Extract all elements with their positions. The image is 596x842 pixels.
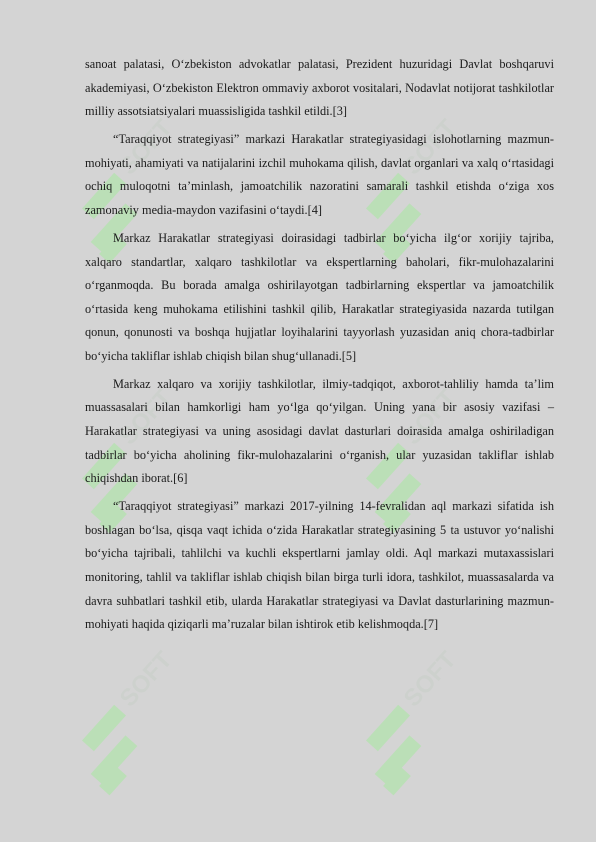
document-body [85, 53, 554, 641]
paragraph: Markaz Harakatlar strategiyasi doirasidagi tadbirlar bo‘yicha ilg‘or xorijiy tajriba, xalqaro standartlar, xalqaro tashkilotlar va ekspertlarning baholari, fikr-mulohazalarini o‘rganmoqda. Bu borada amalga oshirilayotgan tadbirlarning ekspertlar va jamoatchilik o‘rtasida keng muhokama etilishini tashkil qilib, Harakatlar strategiyasida nazarda tutilgan qonun, qonunosti va boshqa hujjatlar loyihalarini tayyorlash yuzasidan aniq chora-tadbirlar bo‘yicha takliflar ishlab chiqish bilan shug‘ullanadi.[5] [85, 230, 554, 363]
svg-text:SOFT: SOFT [114, 646, 178, 713]
svg-text:SOFT: SOFT [114, 384, 178, 451]
svg-text:SOFT: SOFT [114, 114, 178, 181]
svg-text:SOFT: SOFT [398, 646, 462, 713]
paragraph: sanoat palatasi, O‘zbekiston advokatlar palatasi, Prezident huzuridagi Davlat boshqaruvi akademiyasi, O‘zbekiston Elektron ommaviy axborot vositalari, Nodavlat notijorat tashkilotlar milliy assotsiatsiyalari muassisligida tashkil etildi.[3] [85, 57, 554, 119]
watermark-logo-icon [78, 640, 178, 800]
svg-text:SOFT: SOFT [398, 384, 462, 451]
paragraph: Markaz xalqaro va xorijiy tashkilotlar, ilmiy-tadqiqot, axborot-tahliliy hamda ta’lim muassasalari bilan hamkorligi ham yo‘lga qo‘yilgan. Uning yana bir asosiy vazifasi – Harakatlar strategiyasi va uning asosidagi davlat dasturlari doirasida amalga oshiriladigan tadbirlar bo‘yicha aholining fikr-mulohazalarini o‘rganish, ular yuzasidan takliflar ishlab chiqishdan iborat.[6] [85, 376, 554, 486]
watermark-logo-icon [362, 640, 462, 800]
paragraph: “Taraqqiyot strategiyasi” markazi Harakatlar strategiyasidagi islohotlarning mazmun-mohiyati, ahamiyati va natijalarini izchil muhokama qilish, davlat organlari va xalq o‘rtasidagi ochiq muloqotni ta’minlash, jamoatchilik nazoratini samarali tashkil etishda o‘ziga xos zamonaviy media-maydon vazifasini o‘taydi.[4] [85, 132, 554, 217]
svg-text:SOFT: SOFT [398, 114, 462, 181]
paragraph: “Taraqqiyot strategiyasi” markazi 2017-yilning 14-fevralidan aql markazi sifatida ish boshlagan bo‘lsa, qisqa vaqt ichida o‘zida Harakatlar strategiyasining 5 ta ustuvor yo‘nalishi bo‘yicha tajribali, tahlilchi va kuchli ekspertlarni jamlay oldi. Aql markazi mutaxassislari monitoring, tahlil va takliflar ishlab chiqish bilan birga turli idora, tashkilot, muassasalarda va davra suhbatlari tashkil etib, ularda Harakatlar strategiyasi va Davlat dasturlarining mazmun-mohiyati haqida qiziqarli ma’ruzalar bilan ishtirok etib kelishmoqda.[7] [85, 499, 554, 632]
